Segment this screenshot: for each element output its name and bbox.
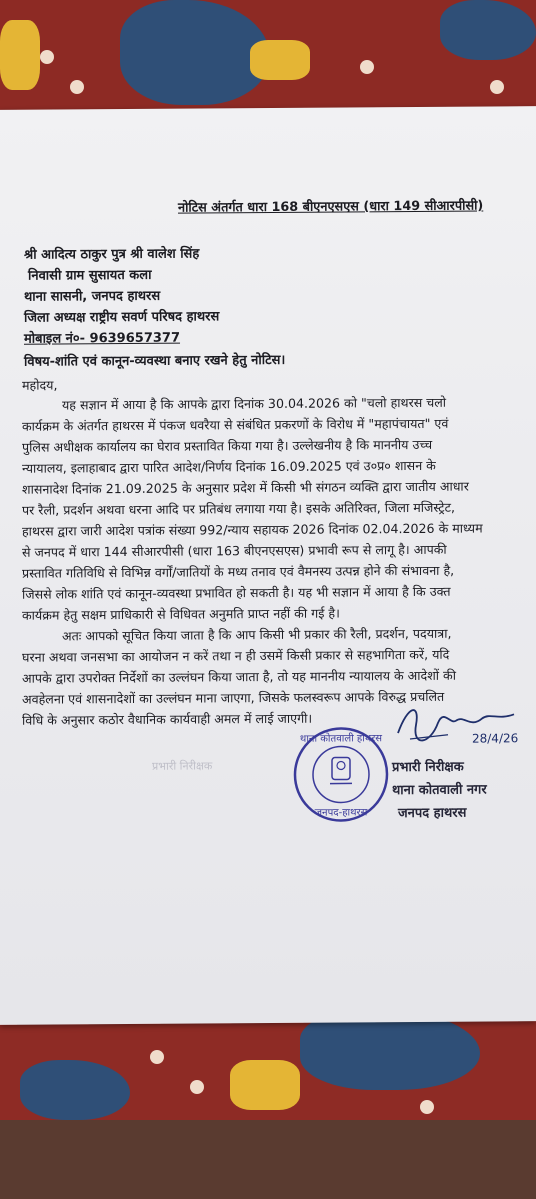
- recipient-mobile: मोबाइल नं०- 9639657377: [24, 330, 181, 347]
- table-edge: [0, 1120, 536, 1199]
- handwritten-signature: [390, 694, 520, 755]
- signatory-title: प्रभारी निरीक्षक: [392, 759, 464, 776]
- fabric-dot: [360, 60, 374, 74]
- body-line: कार्यक्रम के अंतर्गत हाथरस में पंकज धवरैया से संबंधित प्रकरणों के विरोध में "महापंचायत" एवं: [22, 415, 449, 434]
- notice-document: [0, 106, 536, 1025]
- fabric-dot: [420, 1100, 434, 1114]
- fabric-dot: [150, 1050, 164, 1064]
- recipient-police-station: थाना सासनी, जनपद हाथरस: [24, 288, 161, 305]
- body-line: पर रैली, प्रदर्शन अथवा धरना आदि पर प्रतिबंध लगाया गया है। इसके अतिरिक्त, जिला मजिस्ट्रेट,: [22, 499, 455, 518]
- police-station-seal: [292, 725, 390, 824]
- body-line: शासनादेश दिनांक 21.09.2025 के अनुसार प्रदेश में किसी भी संगठन व्यक्ति द्वारा जातीय आधार: [22, 478, 469, 497]
- body-line: आपके द्वारा उपरोक्त निर्देशों का उल्लंघन किया जाता है, तो यह माननीय न्यायालय के आदेशों की: [22, 667, 456, 686]
- fabric-dot: [190, 1080, 204, 1094]
- signatory-district: जनपद हाथरस: [398, 805, 467, 822]
- body-line: प्रस्तावित गतिविधि से विभिन्न वर्गों/जातियों के मध्य तनाव एवं वैमनस्य उत्पन्न होने की संभावना है,: [22, 562, 455, 581]
- salutation: महोदय,: [22, 377, 58, 393]
- signatory-station: थाना कोतवाली नगर: [392, 782, 487, 799]
- body-line: विधि के अनुसार कठोर वैधानिक कार्यवाही अमल में लाई जाएगी।: [22, 710, 313, 728]
- body-line: पुलिस अधीक्षक कार्यालय का घेराव प्रस्तावित किया गया है। उल्लेखनीय है कि माननीय उच्च: [22, 436, 433, 455]
- seal-top-text: थाना कोतवाली हाथरस: [299, 733, 383, 745]
- recipient-name: श्री आदित्य ठाकुर पुत्र श्री वालेश सिंह: [24, 246, 200, 263]
- body-line: न्यायालय, इलाहाबाद द्वारा पारित आदेश/निर्णय दिनांक 16.09.2025 एवं उ०प्र० शासन के: [22, 457, 436, 476]
- fabric-dot: [70, 80, 84, 94]
- body-line: जिससे लोक शांति एवं कानून-व्यवस्था प्रभावित हो सकती है। यह भी सज्ञान में आया है कि उक्त: [22, 583, 451, 602]
- seal-bottom-text: जनपद-हाथरस: [314, 807, 368, 819]
- body-line: से जनपद में धारा 144 सीआरपीसी (धारा 163 बीएनएसएस) प्रभावी रूप से लागू है। आपकी: [22, 541, 447, 560]
- fabric-dot: [40, 50, 54, 64]
- fabric-pattern: [250, 40, 310, 80]
- fabric-pattern: [0, 20, 40, 90]
- body-line: कार्यक्रम हेतु सक्षम प्राधिकारी से विधिवत अनुमति प्राप्त नहीं की गई है।: [22, 605, 340, 623]
- fabric-pattern: [230, 1060, 300, 1110]
- body-line: अवहेलना एवं शासनादेशों का उल्लंघन माना जाएगा, जिसके फलस्वरूप आपके विरुद्ध प्रचलित: [22, 688, 445, 707]
- notice-title: नोटिस अंतर्गत धारा 168 बीएनएसएस (धारा 149 सीआरपीसी): [178, 198, 484, 216]
- signature-date: 28/4/26: [472, 731, 519, 746]
- notice-subject: विषय-शांति एवं कानून-व्यवस्था बनाए रखने हेतु नोटिस।: [24, 352, 286, 370]
- body-line: अतः आपको सूचित किया जाता है कि आप किसी भी प्रकार की रैली, प्रदर्शन, पदयात्रा,: [62, 625, 452, 644]
- body-line: यह सज्ञान में आया है कि आपके द्वारा दिनांक 30.04.2026 को "चलो हाथरस चलो: [62, 394, 447, 413]
- recipient-village: निवासी ग्राम सुसायत कला: [28, 267, 152, 284]
- faint-stamp-text: प्रभारी निरीक्षक: [152, 759, 213, 773]
- recipient-designation: जिला अध्यक्ष राष्ट्रीय सवर्ण परिषद हाथरस: [24, 309, 220, 326]
- body-line: हाथरस द्वारा जारी आदेश पत्रांक संख्या 992/न्याय सहायक 2026 दिनांक 02.04.2026 के माध्यम: [22, 520, 483, 539]
- fabric-dot: [490, 80, 504, 94]
- body-line: घरना अथवा जनसभा का आयोजन न करें तथा न ही उसमें किसी प्रकार से सहभागिता करें, यदि: [22, 646, 450, 665]
